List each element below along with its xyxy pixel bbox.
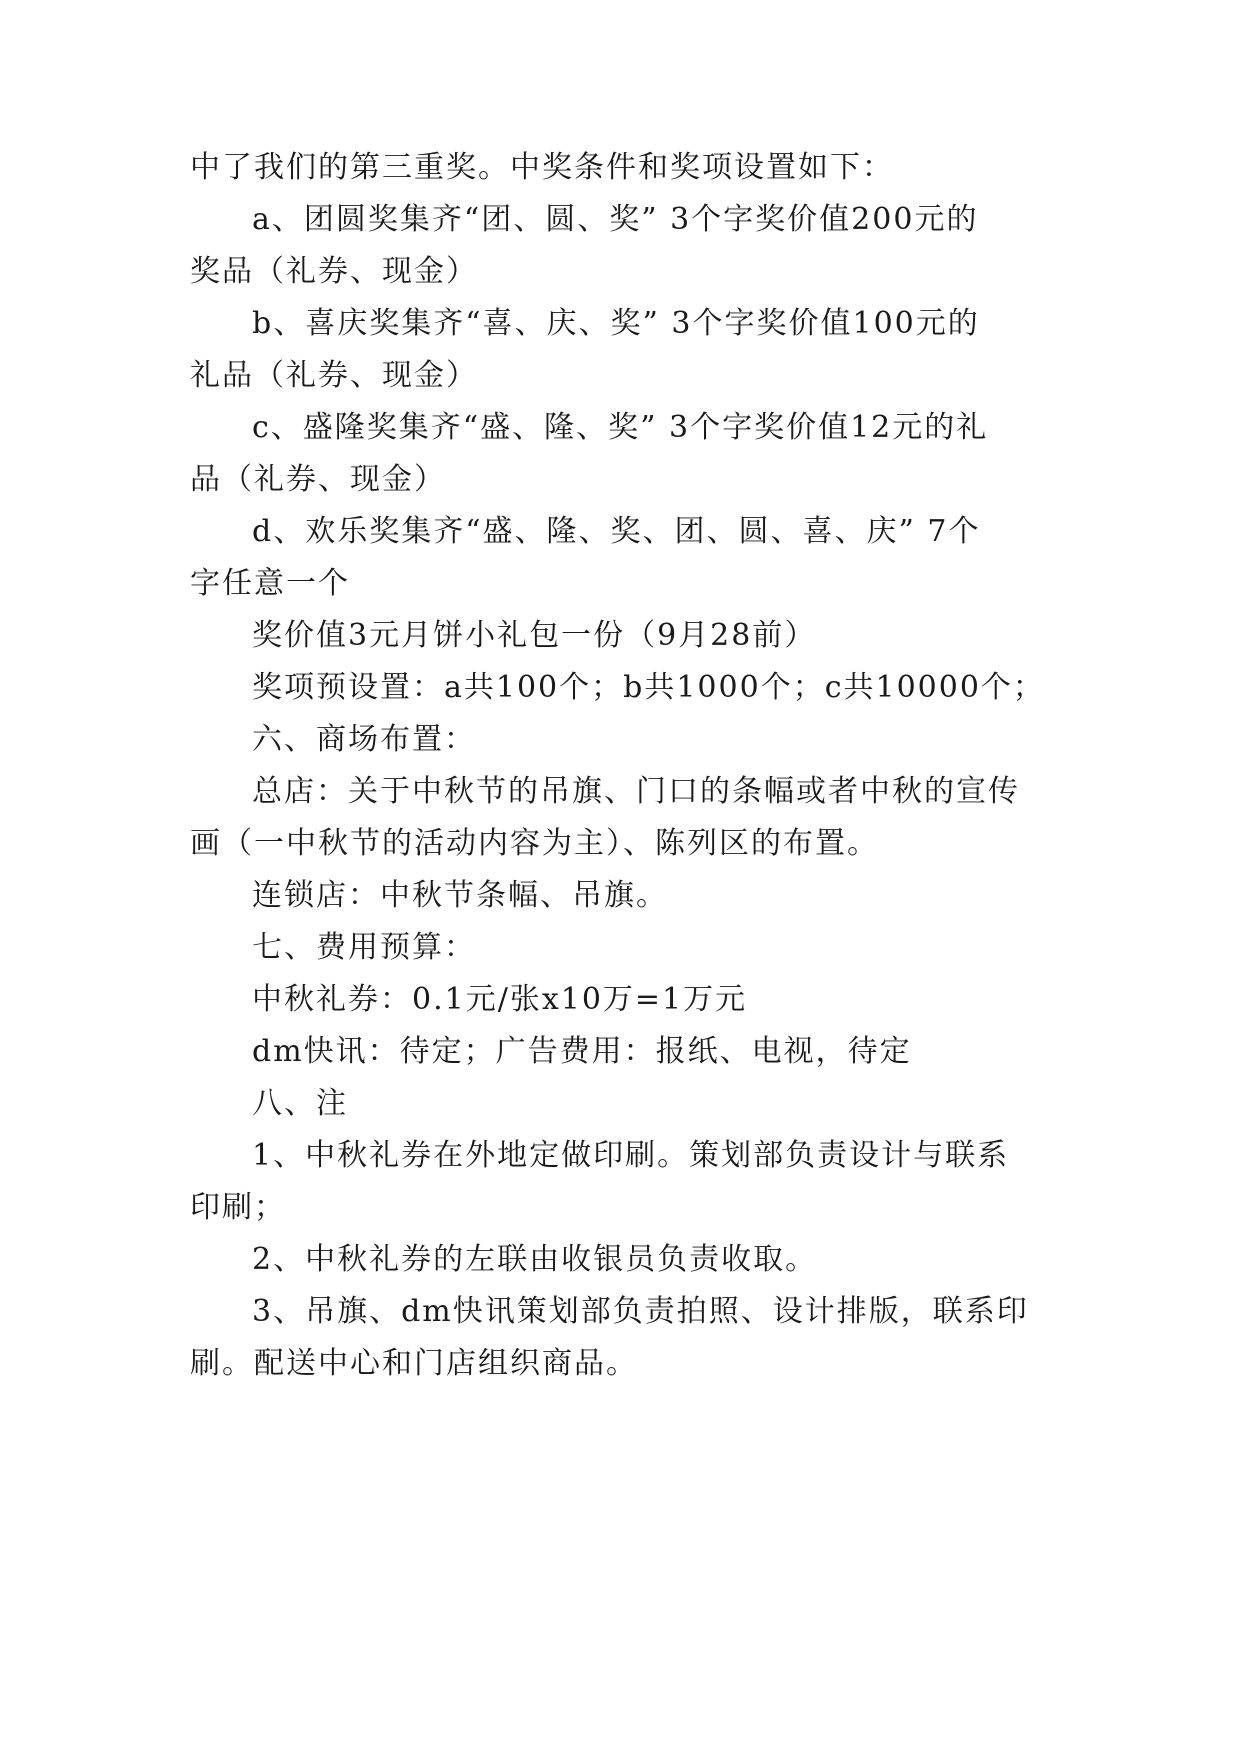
text-line: 奖项预设置：a共100个；b共1000个；c共10000个； [252,670,1045,705]
text-line: 刷。配送中心和门店组织商品。 [190,1346,638,1381]
text-line: 画（一中秋节的活动内容为主）、陈列区的布置。 [190,826,879,861]
text-line: dm快讯：待定；广告费用：报纸、电视，待定 [252,1034,912,1069]
text-line: d、欢乐奖集齐“盛、隆、奖、团、圆、喜、庆” 7个 [252,514,981,549]
section-heading: 七、费用预算： [252,930,476,965]
text-line: 1、中秋礼券在外地定做印刷。策划部负责设计与联系 [252,1138,1010,1173]
text-line: 礼品（礼券、现金） [190,358,478,393]
section-heading: 八、注 [252,1086,348,1121]
text-line: 中秋礼券：0.1元/张x10万=1万元 [252,982,748,1017]
text-line: 奖价值3元月饼小礼包一份（9月28前） [252,618,817,653]
text-line: 印刷； [190,1190,286,1225]
text-line: 总店：关于中秋节的吊旗、门口的条幅或者中秋的宣传 [252,774,1020,809]
text-line: 3、吊旗、dm快讯策划部负责拍照、设计排版，联系印 [252,1294,1029,1329]
text-line: 2、中秋礼券的左联由收银员负责收取。 [252,1242,818,1277]
text-line: 品（礼券、现金） [190,462,446,497]
text-line: 字任意一个 [190,566,350,601]
section-heading: 六、商场布置： [252,722,476,757]
text-line: b、喜庆奖集齐“喜、庆、奖” 3个字奖价值100元的 [252,306,980,341]
text-line: 连锁店：中秋节条幅、吊旗。 [252,878,668,913]
text-line: c、盛隆奖集齐“盛、隆、奖” 3个字奖价值12元的礼 [252,410,989,445]
text-line: 奖品（礼券、现金） [190,254,478,289]
text-line: 中了我们的第三重奖。中奖条件和奖项设置如下： [190,150,894,185]
text-line: a、团圆奖集齐“团、圆、奖” 3个字奖价值200元的 [252,202,979,237]
